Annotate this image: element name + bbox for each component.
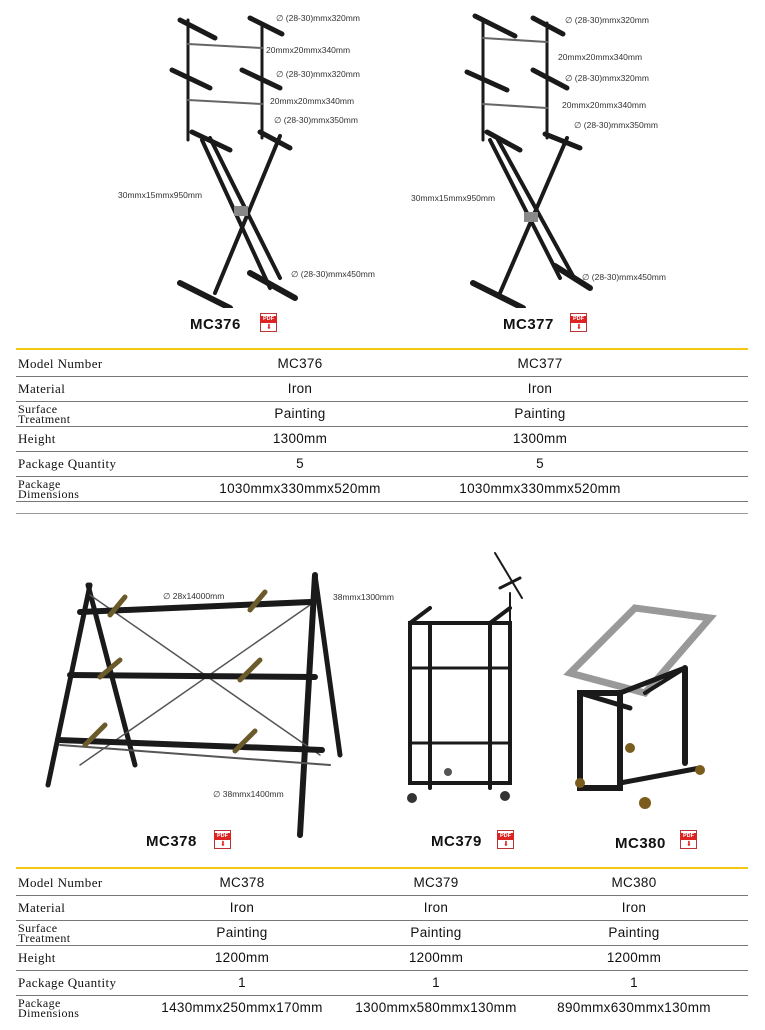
table1-bottom-rule: [16, 513, 748, 514]
pdf-label: PDF: [680, 833, 697, 840]
mc380-model-label: MC380: [615, 835, 666, 852]
row-label-line2: Treatment: [18, 412, 71, 426]
cell: Iron: [423, 900, 449, 915]
download-arrow-icon: ⬇: [686, 841, 692, 848]
mc376-dim-1: ∅ (28-30)mmx320mm: [276, 13, 360, 23]
mc380-rack-image: [560, 598, 720, 813]
cell: Iron: [527, 381, 553, 396]
mc376-dim-3: ∅ (28-30)mmx320mm: [276, 69, 360, 79]
cell: Iron: [621, 900, 647, 915]
cell: MC377: [517, 356, 563, 371]
table1-row-model: [16, 351, 748, 377]
table2-row-height: [16, 945, 748, 971]
table2-row-package-qty: [16, 970, 748, 996]
mc378-model-label: MC378: [146, 833, 197, 850]
row-label: Package Quantity: [18, 456, 117, 471]
mc380-pdf-icon[interactable]: [680, 830, 697, 849]
table2-row-material: [16, 895, 748, 921]
mc377-dim-5: ∅ (28-30)mmx350mm: [574, 120, 658, 130]
cell: 1300mm: [512, 431, 568, 446]
download-arrow-icon: ⬇: [576, 324, 582, 331]
cell: 1300mm: [272, 431, 328, 446]
table2-row-surface: [16, 920, 748, 946]
cell: Iron: [287, 381, 313, 396]
mc378-stand-image: [40, 565, 360, 845]
cell: 1200mm: [606, 950, 662, 965]
pdf-label: PDF: [260, 316, 277, 323]
cell: Iron: [229, 900, 255, 915]
cell: MC376: [277, 356, 323, 371]
table2-top-rule: [16, 867, 748, 869]
cell: 1030mmx330mmx520mm: [459, 481, 621, 496]
row-label-line2: Dimensions: [18, 1006, 80, 1020]
table1-row-material: [16, 376, 748, 402]
mc378-dim-1: ∅ 28x14000mm: [163, 591, 225, 601]
cell: 1200mm: [408, 950, 464, 965]
cell: MC378: [219, 875, 265, 890]
row-label: Height: [18, 431, 56, 446]
mc379-pdf-icon[interactable]: [497, 830, 514, 849]
download-arrow-icon: ⬇: [503, 841, 509, 848]
mc377-model-label: MC377: [503, 316, 554, 333]
cell: Painting: [410, 925, 462, 940]
cell: 1: [630, 975, 638, 990]
cell: Painting: [608, 925, 660, 940]
table1-row-surface: [16, 401, 748, 427]
mc377-pdf-icon[interactable]: [570, 313, 587, 332]
download-arrow-icon: ⬇: [266, 324, 272, 331]
row-label: [18, 923, 71, 943]
table1-row-package-dim: [16, 476, 748, 502]
mc377-dim-2: 20mmx20mmx340mm: [558, 52, 643, 62]
row-label: Model Number: [18, 356, 103, 371]
row-label-line1: Surface: [18, 921, 58, 935]
mc376-pdf-icon[interactable]: [260, 313, 277, 332]
row-label: Package Quantity: [18, 975, 117, 990]
pdf-label: PDF: [497, 833, 514, 840]
table1-row-height: [16, 426, 748, 452]
row-label: Height: [18, 950, 56, 965]
cell: 1: [432, 975, 440, 990]
cell: MC380: [611, 875, 657, 890]
cell: 1300mmx580mmx130mm: [355, 1000, 517, 1015]
cell: 1200mm: [214, 950, 270, 965]
mc376-dim-7: ∅ (28-30)mmx450mm: [291, 269, 375, 279]
mc377-dim-1: ∅ (28-30)mmx320mm: [565, 15, 649, 25]
cell: 1430mmx250mmx170mm: [161, 1000, 323, 1015]
table1-row-package-qty: [16, 451, 748, 477]
mc378-dim-2: 38mmx1300mm: [333, 592, 394, 602]
pdf-label: PDF: [570, 316, 587, 323]
mc379-model-label: MC379: [431, 833, 482, 850]
row-label: [18, 404, 71, 424]
download-arrow-icon: ⬇: [220, 841, 226, 848]
row-label-line1: Package: [18, 477, 61, 491]
mc376-dim-4: 20mmx20mmx340mm: [270, 96, 355, 106]
row-label: [18, 998, 79, 1018]
cell: 5: [296, 456, 304, 471]
pdf-label: PDF: [214, 833, 231, 840]
row-label: [18, 479, 79, 499]
cell: 5: [536, 456, 544, 471]
row-label: Material: [18, 900, 66, 915]
cell: 890mmx630mmx130mm: [557, 1000, 711, 1015]
table2-row-package-dim: [16, 995, 748, 1020]
mc379-rack-image: [400, 548, 535, 808]
row-label-line2: Dimensions: [18, 487, 80, 501]
cell: 1030mmx330mmx520mm: [219, 481, 381, 496]
mc376-dim-5: ∅ (28-30)mmx350mm: [274, 115, 358, 125]
mc376-model-label: MC376: [190, 316, 241, 333]
row-label-line1: Package: [18, 996, 61, 1010]
table1-top-rule: [16, 348, 748, 350]
row-label-line1: Surface: [18, 402, 58, 416]
mc378-dim-3: ∅ 38mmx1400mm: [213, 789, 284, 799]
mc376-dim-2: 20mmx20mmx340mm: [266, 45, 351, 55]
cell: MC379: [413, 875, 459, 890]
mc376-dim-6: 30mmx15mmx950mm: [118, 190, 203, 200]
mc377-dim-6: 30mmx15mmx950mm: [411, 193, 496, 203]
mc377-dim-7: ∅ (28-30)mmx450mm: [582, 272, 666, 282]
mc377-dim-4: 20mmx20mmx340mm: [562, 100, 647, 110]
row-label-line2: Treatment: [18, 931, 71, 945]
cell: Painting: [514, 406, 566, 421]
mc377-dim-3: ∅ (28-30)mmx320mm: [565, 73, 649, 83]
cell: Painting: [274, 406, 326, 421]
row-label: Model Number: [18, 875, 103, 890]
cell: Painting: [216, 925, 268, 940]
cell: 1: [238, 975, 246, 990]
mc378-pdf-icon[interactable]: [214, 830, 231, 849]
row-label: Material: [18, 381, 66, 396]
table2-row-model: [16, 870, 748, 896]
